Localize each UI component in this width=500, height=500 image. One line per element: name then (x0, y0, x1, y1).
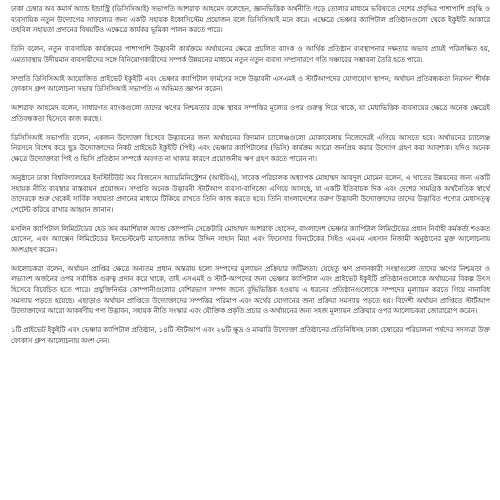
paragraph-7: মসলিন ক্যাপিটাল লিমিটেডের হেড অব কমার্শিয়াল অ্যান্ড কোম্পানি সেক্রেটারি মোহাম্মদ আশরাফ হোসেন, বাংলাদেশ ভেঞ্চার ক্যাপিটাল লিমিটেডের প্রধান নির্বাহী কর্মকর্তা শওকত হোসেন, এবং অ্যাক্সেন লিমিটেডের ইনভেস্টমেন্ট ম্যানেজার জসিম উদ্দিন সাহান মিয়া এবং ফিনেসার ফিনটেকের সিইও এমএম এহসান নিজামী অনুষ্ঠানের মুক্ত আলোচনায় অংশগ্রহণ করেন। (11, 224, 490, 254)
paragraph-5: ডিসিসিআই সভাপতি বলেন, একজন উদ্যোক্তা হিসেবে উদ্ভাবনের জন্য অর্থায়নের বিদ্যমান চ্যালেঞ্জগুলো মোকাবেলায় নিজেদেরই এগিয়ে আসতে হবে। অর্থায়নের চ্যালেঞ্জ নিরসনে বিশেষ করে ছুদ্র উদ্যোক্তাদের নিকট প্রাইভেট ইকুইটি (পিই) এবং ভেঞ্চার ক্যাপিটালের (ভিসি) কার্যক্রম আরো জনপ্রিয় করার উদ্যোগ গ্রহণ করা আবশ্যক। যদিও অনেক ক্ষেত্রে উদ্যোক্তারা পিই ও ভিসি প্রতিষ্ঠান সম্পর্কে অবগত না থাকার কারণে প্রয়োজনীয় ঋণ গ্রহণ করতে পারেন না। (11, 133, 490, 164)
paragraph-6: অনুষ্ঠানে ঢাকা বিশ্ববিদ্যালয়ের ইনস্টিটিউট অব বিজনেস অ্যাডমিনিস্ট্রেশন (আইবিএ), সাবেক পরিচালক অধ্যাপক মোহাম্মদ আবদুল মোমেন বলেন, এ খাতের উন্নয়নের জন্য একটি সহায়ক নীতি ব্যবস্থার বাস্তবায়ন প্রয়োজন। সম্প্রতি অনেক উদ্ভাবনী স্টার্টআপ ব্যবসা-বাণিজ্যে এগিয়ে আসছে, যা একটি ইতিবাচক দিক এবং দেশের সামগ্রিক অর্থনৈতিক স্বার্থে তাদেরকে শুরু থেকেই সার্বিক সহায়তা প্রদানের মাধ্যমে টিকিয়ে রাখতে তিনি কাজ করতে হবে। তিনি বাংলাদেশের তরুণ উদ্ভাবনী উদ্যোক্তাদের তাদের উদ্ভাবিত পণ্যের মেধাসত্ত্ব পেটেন্ট করিয়ে রাখার আহ্বান জানান। (11, 174, 490, 214)
paragraph-4: আশরাফ আহমেদ বলেন, সাধারণত ব্যাংকগুলো তাদের ঋণের নিশ্চয়তার রক্ষে স্থাবর সম্পত্তির মূল্যের ওপর গুরুত্ব দিয়ে থাকে, যা মেধাভিত্তিক ব্যবসায়ের ক্ষেত্রে অনেক ক্ষেত্রেই প্রতিবন্ধকতা হিসেবে কাজ করছে। (11, 104, 490, 123)
paragraph-8: আলোচকরা বলেন, অর্থায়ন প্রাপ্তির ক্ষেত্রে অন্যতম প্রধান অন্তরায় হলো সম্পদের মূল্যায়ন প্রক্রিয়ার জটিলতা। যেহেতু ঋণ প্রদানকারী সংস্থাগুলো তাদের ঋণের নিশ্চয়তা ও লভ্যাংশ অর্জনের ওপর সর্বাধিক গুরুত্ব প্রদান করে থাকে, তাই এসএমই ও স্টার্ট-আপদের জন্য ভেঞ্চার ক্যাপিটাল এবং প্রাইভেট ইকুইটি প্রতিষ্ঠানগুলোকে অর্থায়নের বিকল্প উৎস হিসেবে বিবেচিত হতে পারে। প্রযুক্তিনির্ভর কোম্পানীগুলোর বেশিরভাগ সম্পদ জন্যে বুদ্ধিভিত্তিক হওয়ায় এ ধরনের প্রতিষ্ঠানগুলোকে সম্পদের মূল্যায়ন করতে গিয়ে নানাবিধ সমস্যায় পড়তে হয়েছে। এছাড়াও অর্থায়ন প্রাপ্তিতে উদ্যোক্তাদের সম্পত্তির পরিমাপ এবং অর্থের যোগানের জন্য প্রক্রিয়া সমস্যায় পড়তে হয়। বিদেশী অর্থায়ন প্রাপ্তিতে স্টার্টআপ উদ্যোক্তাদের আরো আকর্ষণীয় পণ্য উদ্ভাবন, সহায়ক নীতি সংস্কার এবং যৌক্তিক প্রকৃতি প্রচার ও অর্থায়নের জন্য সহজ মূল্যায়ন প্রক্রিয়ার ওপর আলোচকরা জোরারোপ করেন। (11, 264, 490, 316)
paragraph-9: ১টি প্রাইভেট ইকুইটি এবং ভেঞ্চার ক্যাপিটাল প্রতিষ্ঠান, ১৪টি স্টার্টআপ এবং ২৬টি ক্ষুদ্র ও মাঝারি উদ্যোক্তা প্রতিষ্ঠানের প্রতিনিধিসহ ঢাকা চেম্বারের পরিচালনা পর্ষদের সদস্যরা উক্ত ফোকাস গ্রুপ আলোচনায় অংশ নেন। (11, 326, 490, 345)
paragraph-2: তিনি বলেন, নতুন ব্যবসায়িক কার্যক্রমের পাশাপাশি উদ্ভাবনী কার্যক্রমে অর্থায়নের ক্ষেত্রে প্রচলিত ব্যাংক ও আর্থিক প্রতিষ্ঠান ব্যবস্থাপনার দক্ষতার অভাব প্রায়ই পরিলক্ষিত হয়, এমতাবস্থায় উদীয়মান ব্যবসায়ীদের সঙ্গে বিনিয়োগকারীদের সম্পর্ক উন্নয়নের মাধ্যমে নতুন নতুন ব্যবসা সম্প্রসারণে গতি সঞ্চারের সম্ভাবনা তৈরি হতে পারে। (11, 45, 490, 64)
paragraph-3: সম্প্রতি ডিসিসিআই আয়োজিত প্রাইভেট ইকুইটি এবং ভেঞ্চার ক্যাপিটাল ফার্মসের সঙ্গে উদ্ভাবনী এসএমই ও স্টার্টআপদের যোগাযোগ স্থাপন; অর্থায়ন প্রতিবন্ধকতা নিরসন' শীর্ষক ফোকাস গ্রুপ আলোচনা সভায় ডিসিসিআই সভাপতি এ অভিমত জ্ঞাপন করেন। (11, 74, 490, 94)
paragraph-1: ঢাকা চেম্বার অব কমার্স অ্যান্ড ইন্ডাস্ট্রি (ডিসিসিআই) সভাপতি আশরাফ আহমেদ বলেছেন, জ্ঞানভিত্তিক অর্থনীতি গড়ে তোলার মাধ্যমে ভবিষ্যতে দেশের প্রবৃদ্ধির পাশাপাশি প্রবৃদ্ধি ও ব্যবসায়িক নতুন উদ্যোগের সাফল্যের জন্য একটি সহায়ক ইকোসিস্টেম প্রয়োজন বলে ডিসিসিআই মনে করে। এক্ষেত্রে ভেঞ্চার ক্যাপিটাল প্রতিষ্ঠানগুলো থেকে ইকুইটি আকারে তহবিল সহায়তা প্রদানের বিষয়টিও এক্ষেত্রে কার্যকর ভূমিকা পালন করতে পারে। (11, 5, 490, 35)
